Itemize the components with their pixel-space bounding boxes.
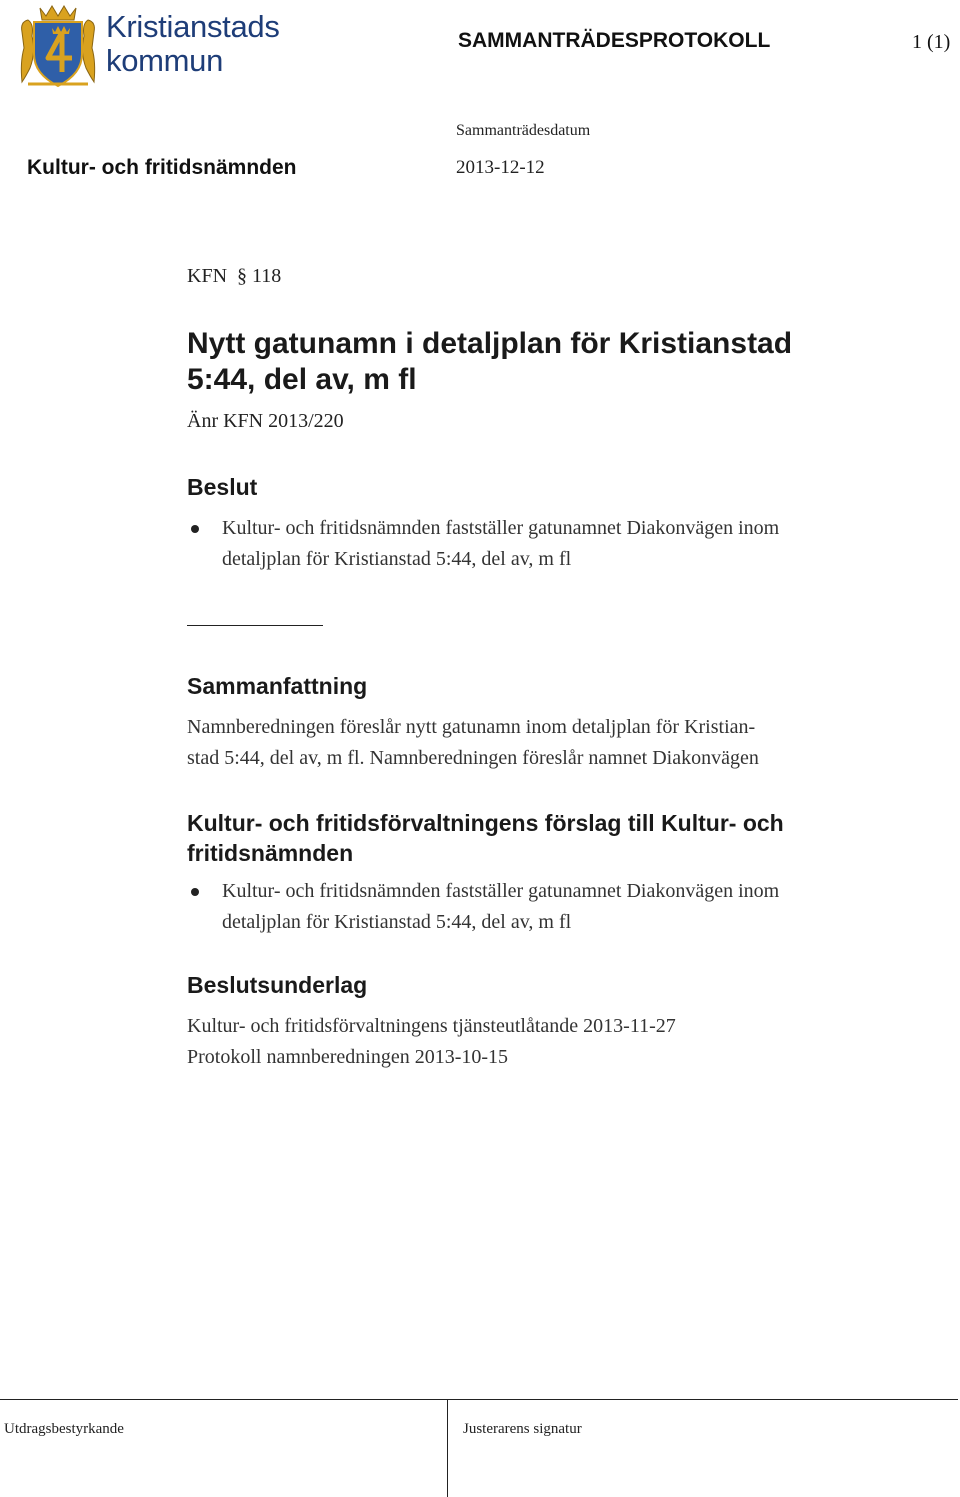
sammanfattning-line-2: stad 5:44, del av, m fl. Namnberedningen föreslår namnet Diakonvägen: [187, 747, 759, 769]
beslut-bullet-line-1: Kultur- och fritidsnämnden fastställer gatunamnet Diakonvägen inom: [222, 517, 780, 539]
beslutsunderlag-line-2: Protokoll namnberedningen 2013-10-15: [187, 1046, 509, 1068]
footer-top-rule: [0, 1399, 958, 1400]
forslag-bullet-line-2: detaljplan för Kristianstad 5:44, del av, m fl: [222, 911, 572, 933]
item-title-line-2: 5:44, del av, m fl: [187, 363, 417, 396]
footer-right-label: Justerarens signatur: [463, 1421, 582, 1437]
meeting-date-label: Sammanträdesdatum: [456, 122, 591, 139]
beslutsunderlag-line-1: Kultur- och fritidsförvaltningens tjänsteutlåtande 2013-11-27: [187, 1015, 676, 1037]
item-title: [187, 326, 907, 398]
beslut-bullet-text: [222, 513, 779, 575]
forslag-bullet-text: [222, 876, 779, 938]
footer-column-divider: [447, 1399, 448, 1497]
item-title-line-1: Nytt gatunamn i detaljplan för Kristianstad: [187, 327, 793, 360]
beslutsunderlag-heading: Beslutsunderlag: [187, 972, 368, 998]
forslag-heading-line-2: fritidsnämnden: [187, 840, 354, 866]
beslut-bullet-line-2: detaljplan för Kristianstad 5:44, del av, m fl: [222, 548, 572, 570]
sammanfattning-heading: Sammanfattning: [187, 673, 368, 699]
page-number: 1 (1): [912, 31, 951, 53]
paragraph-reference: KFN § 118: [187, 265, 282, 287]
footer-left-label: Utdragsbestyrkande: [4, 1421, 124, 1437]
coat-of-arms-icon: [18, 2, 98, 90]
bullet-icon: [191, 525, 199, 533]
kristianstad-kommun-logo: [18, 0, 298, 92]
committee-name: Kultur- och fritidsnämnden: [27, 156, 297, 179]
document-type: SAMMANTRÄDESPROTOKOLL: [458, 29, 771, 52]
logo-line-2: kommun: [106, 43, 224, 78]
forslag-heading-line-1: Kultur- och fritidsförvaltningens förslag till Kultur- och: [187, 810, 784, 836]
beslut-heading: Beslut: [187, 474, 258, 500]
meeting-date-value: 2013-12-12: [456, 157, 545, 178]
section-divider: [187, 625, 323, 626]
beslutsunderlag-text: [187, 1011, 676, 1073]
case-number: Änr KFN 2013/220: [187, 410, 344, 432]
sammanfattning-text: [187, 712, 759, 774]
forslag-heading: [187, 808, 784, 868]
bullet-icon: [191, 888, 199, 896]
logo-line-1: Kristianstads: [106, 9, 280, 44]
sammanfattning-line-1: Namnberedningen föreslår nytt gatunamn inom detaljplan för Kristian-: [187, 716, 756, 738]
forslag-bullet-line-1: Kultur- och fritidsnämnden fastställer gatunamnet Diakonvägen inom: [222, 880, 780, 902]
